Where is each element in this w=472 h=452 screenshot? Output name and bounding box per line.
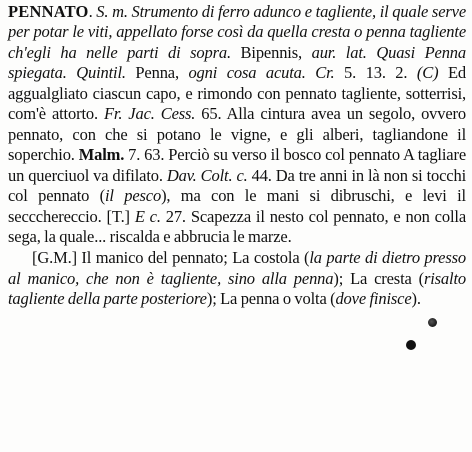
- text-run: 65. Alla cintura avea un segolo, ovvero pennato, con che si potano le vigne, e gli alberi, tagliandone il soperchio.: [8, 104, 466, 165]
- dictionary-entry: [8, 2, 466, 310]
- definition-text: [8, 2, 466, 246]
- entry-paragraph-main: [8, 2, 466, 247]
- text-run: (C): [416, 63, 448, 83]
- text-run: Dav. Colt. c.: [166, 165, 252, 185]
- text-run: Penna,: [135, 63, 189, 83]
- text-run: la parte di dietro presso al manico, che non è tagliente, sino alla penna: [8, 248, 466, 288]
- text-run: [G.M.] Il manico del pennato; La costola (: [32, 248, 310, 268]
- headword: PENNATO: [8, 2, 89, 21]
- text-run: Fr. Jac. Cess.: [103, 104, 202, 124]
- entry-paragraph-parts: [8, 248, 466, 309]
- text-run: E c.: [134, 206, 166, 226]
- text-run: risalto tagliente della parte posteriore: [8, 268, 466, 309]
- text-run: Ed aggualgliato ciascun capo, e rimondo con pennato tagliente, sotterrisi, com'è attorto.: [8, 63, 466, 124]
- text-run: .: [88, 2, 97, 21]
- text-run: ); La cresta (: [333, 268, 424, 288]
- text-run: ); La penna o volta (: [206, 289, 336, 309]
- text-run: S. m. Strumento di ferro adunco e tagliente, il quale serve per potar le viti, appellato forse così da quella cresta o penna tagliente ch'egli ha nelle parti di sopra.: [8, 2, 466, 62]
- text-run: Bipennis,: [240, 42, 312, 62]
- text-run: 7. 63. Perciò su verso il bosco col pennato A tagliare un querciuol va difilato.: [8, 145, 466, 185]
- text-run: ogni cosa acuta. Cr.: [188, 63, 345, 83]
- ink-blot: [428, 318, 437, 327]
- text-run: dove finisce: [335, 289, 412, 309]
- text-run: ), ma con le mani si dibruschi, e levi il seccchereccio. [T.]: [8, 186, 466, 226]
- text-run: 44. Da tre anni in là non si tocchi col pennato (: [8, 165, 466, 206]
- text-run: aur. lat. Quasi Penna spiegata. Quintil.: [8, 42, 467, 83]
- text-run: 5. 13. 2.: [344, 63, 417, 83]
- ink-blot: [406, 340, 416, 350]
- text-run: ).: [411, 289, 421, 309]
- text-run: Malm.: [78, 145, 129, 165]
- text-run: il pesco: [105, 186, 162, 206]
- text-run: 27. Scapezza il nesto col pennato, e non colla sega, la quale... riscalda e abbrucia le marze.: [8, 206, 466, 246]
